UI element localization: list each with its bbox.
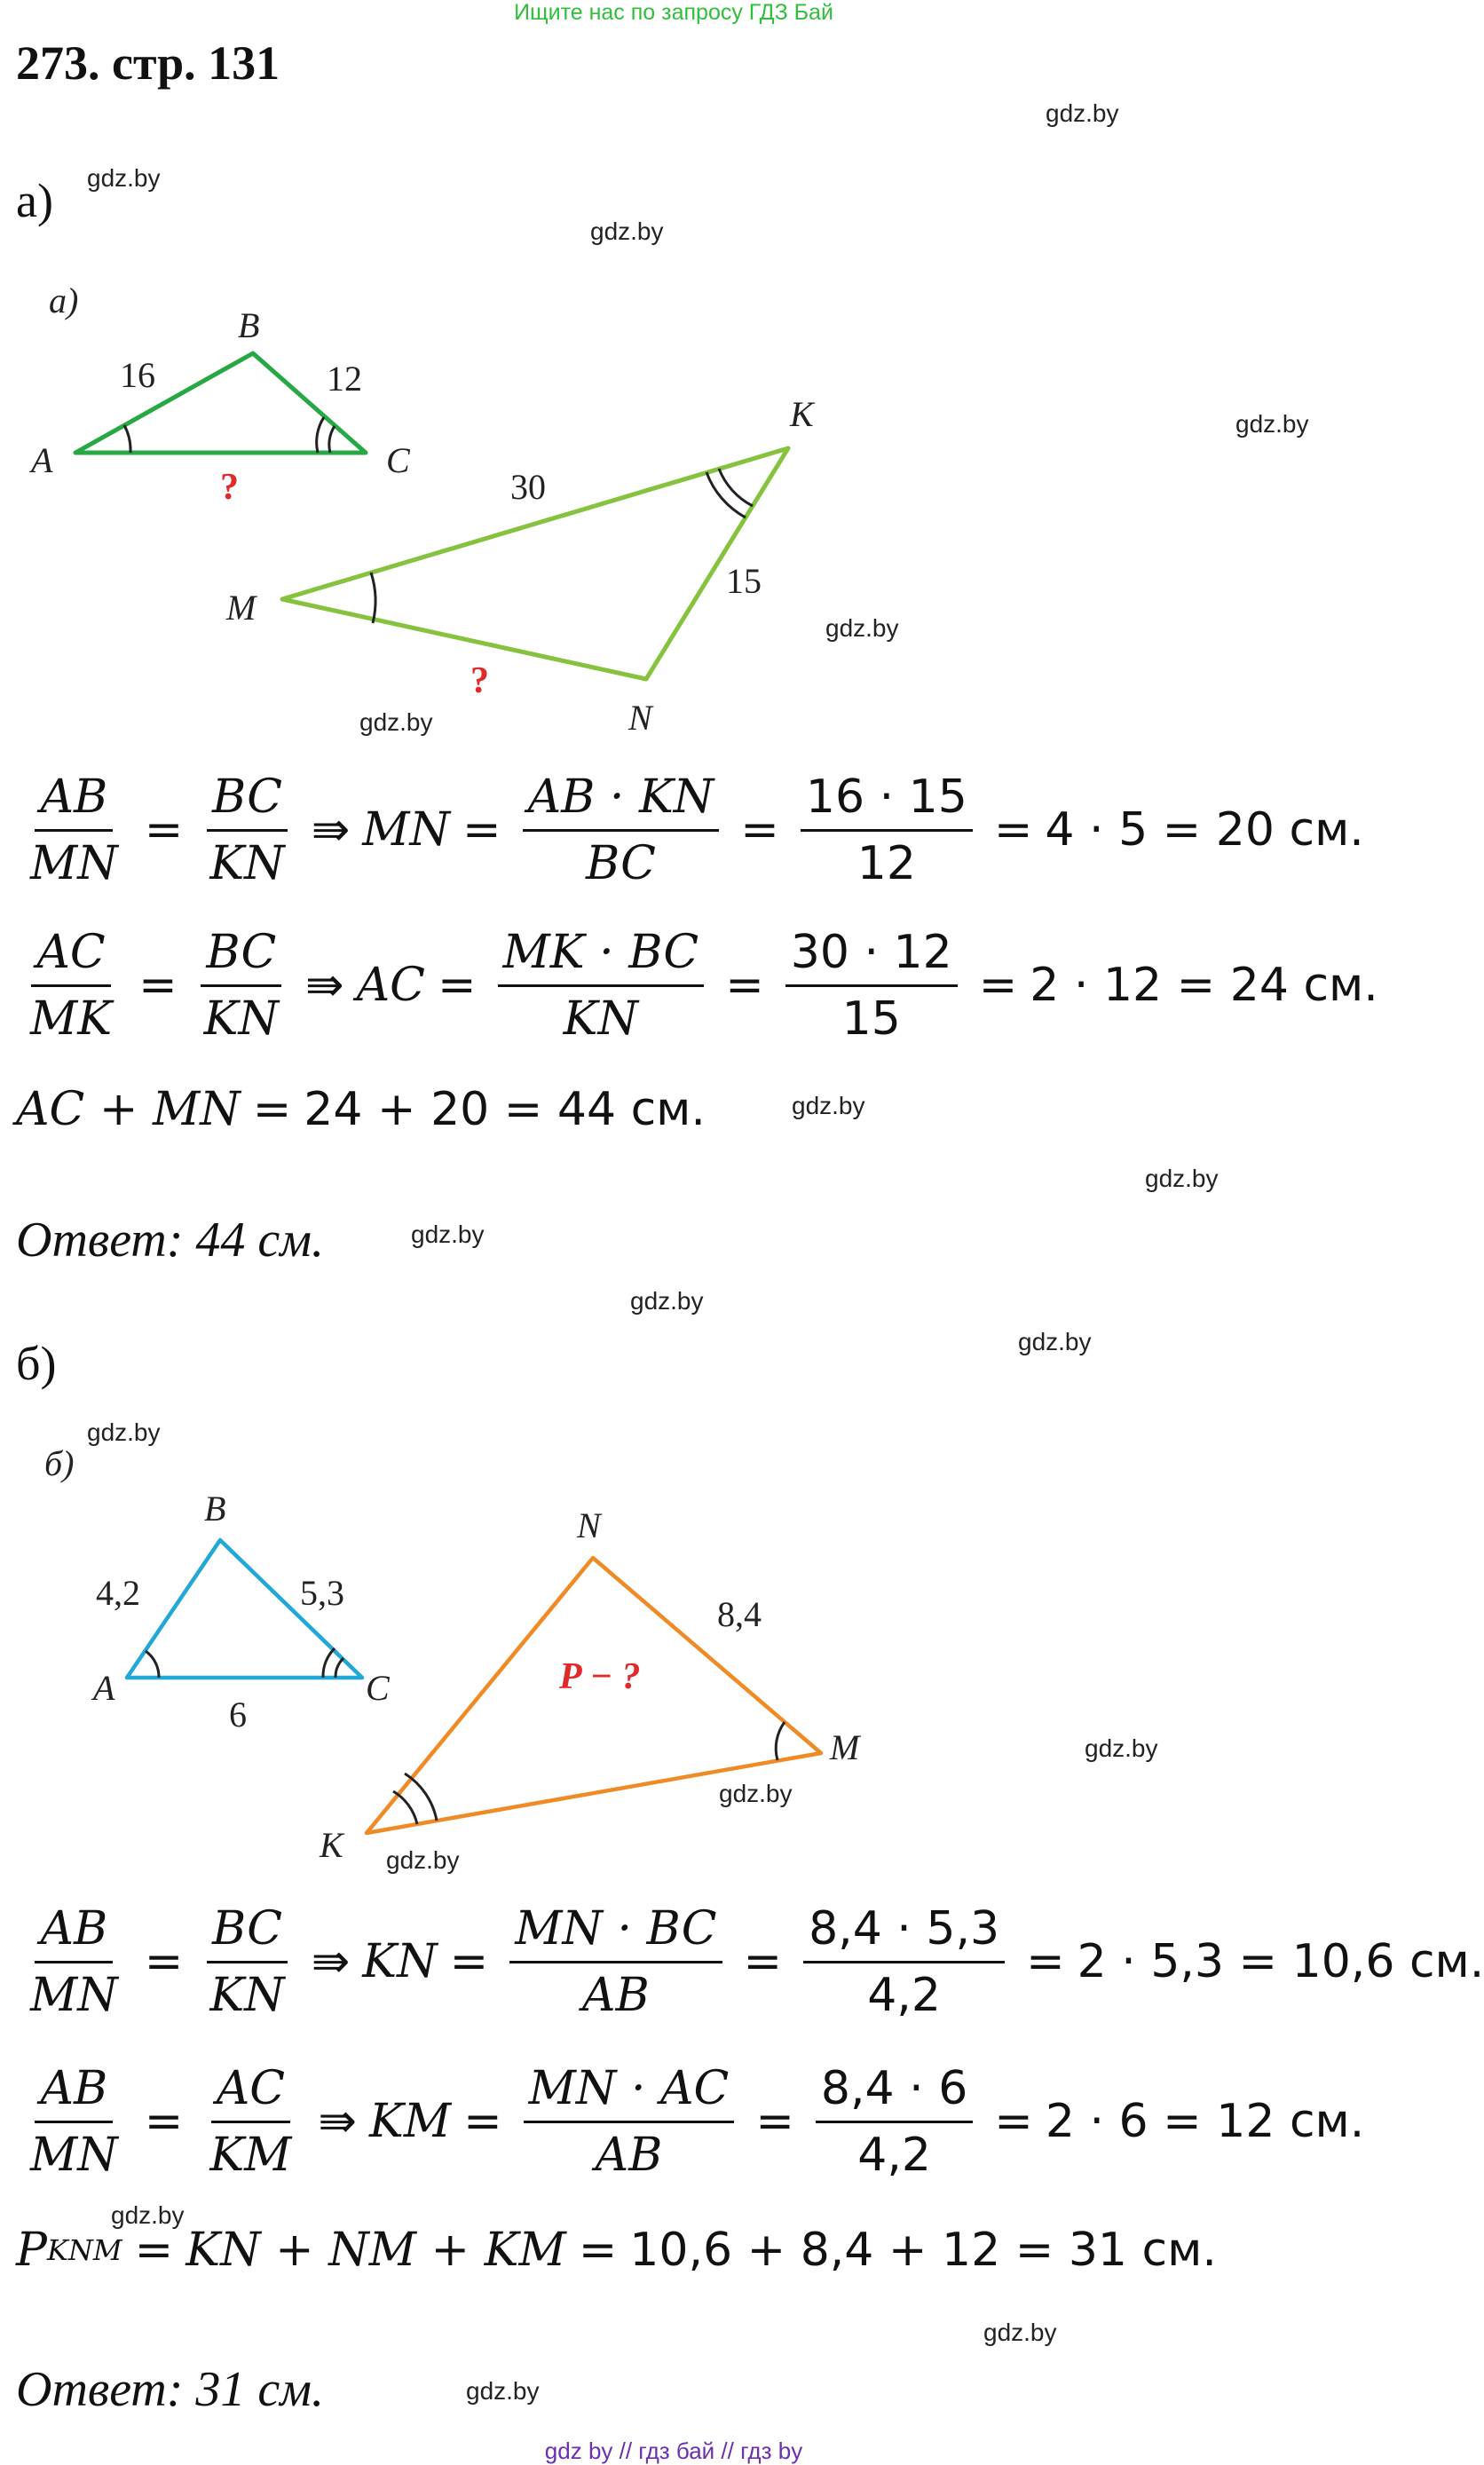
vertex-c: C xyxy=(366,1668,390,1708)
watermark: gdz.by xyxy=(87,164,161,192)
watermark: gdz.by xyxy=(1018,1328,1092,1355)
page-title: 273. стр. 131 xyxy=(16,36,280,90)
footer-links[interactable]: gdz by // гдз бай // гдз by xyxy=(544,2437,803,2464)
side-kn-length: 15 xyxy=(726,561,762,601)
angle-m-mark xyxy=(776,1722,785,1760)
watermark: gdz.by xyxy=(1046,99,1119,127)
angle-c-mark-1 xyxy=(323,1648,335,1678)
equation-a2: $\frac{AC}{MK}$ = $\frac{BC}{KN}$ ⇛ AC = $\frac{MK \cdot BC}{KN}$ = $\frac{30 \cdot 12}{15}$ = 2 · 12 = 24 см. xyxy=(30,925,1378,1046)
vertex-k: K xyxy=(790,394,814,434)
side-mn-unknown: ? xyxy=(470,660,489,701)
angle-a-mark xyxy=(124,425,130,453)
figure-b-caption: б) xyxy=(44,1443,75,1483)
vertex-k: K xyxy=(320,1825,343,1865)
watermark: gdz.by xyxy=(1235,410,1309,438)
side-mk-length: 30 xyxy=(510,467,546,507)
watermark: gdz.by xyxy=(825,614,899,642)
angle-c-mark-2 xyxy=(335,1658,343,1678)
figure-a-caption: а) xyxy=(49,280,79,320)
watermark: gdz.by xyxy=(386,1846,460,1874)
angle-a-mark xyxy=(146,1651,159,1678)
vertex-b: B xyxy=(238,305,260,345)
side-bc-length: 5,3 xyxy=(300,1573,344,1613)
equation-b2: $\frac{AB}{MN}$ = $\frac{AC}{KM}$ ⇛ KM = $\frac{MN \cdot AC}{AB}$ = $\frac{8,4 \cdot 6}{4,2}$ = 2 · 6 = 12 см. xyxy=(30,2061,1365,2182)
equation-b1: $\frac{AB}{MN}$ = $\frac{BC}{KN}$ ⇛ KN = $\frac{MN \cdot BC}{AB}$ = $\frac{8,4 \cdot 5,3}{4,2}$ = 2 · 5,3 = 10,6 см. xyxy=(30,1901,1484,2022)
equation-b-perimeter: P KNM = KN + NM + KM = 10,6 + 8,4 + 12 = 31 см. xyxy=(16,2224,1217,2277)
watermark: gdz.by xyxy=(359,708,433,736)
vertex-m: M xyxy=(830,1727,860,1767)
watermark: gdz.by xyxy=(792,1092,865,1119)
vertex-a: A xyxy=(93,1668,115,1708)
vertex-c: C xyxy=(386,440,410,480)
figure-part-a xyxy=(0,266,1347,763)
vertex-b: B xyxy=(204,1489,226,1529)
watermark: gdz.by xyxy=(983,2319,1057,2346)
figure-part-b xyxy=(0,1429,1347,1873)
angle-k-mark-1 xyxy=(706,472,746,517)
part-a-label: а) xyxy=(16,174,53,227)
side-ac-length: 6 xyxy=(229,1695,247,1734)
watermark: gdz.by xyxy=(1085,1734,1158,1762)
watermark: gdz.by xyxy=(630,1287,704,1315)
watermark: gdz.by xyxy=(111,2201,185,2229)
vertex-n: N xyxy=(628,698,652,738)
side-ab-length: 4,2 xyxy=(96,1573,140,1613)
watermark: gdz.by xyxy=(1145,1165,1219,1192)
watermark: gdz.by xyxy=(87,1418,161,1446)
watermark: gdz.by xyxy=(590,217,664,245)
vertex-a: A xyxy=(31,440,53,480)
answer-a: Ответ: 44 см. xyxy=(16,1213,324,1268)
angle-c-mark-2 xyxy=(329,426,335,453)
angle-m-mark xyxy=(371,573,375,623)
angle-c-mark-1 xyxy=(317,417,324,453)
answer-b: Ответ: 31 см. xyxy=(16,2362,324,2417)
watermark: gdz.by xyxy=(411,1221,485,1248)
equation-a-sum: AC + MN = 24 + 20 = 44 см. xyxy=(16,1083,706,1136)
side-bc-length: 12 xyxy=(327,359,362,399)
vertex-n: N xyxy=(577,1505,601,1545)
side-nm-length: 8,4 xyxy=(717,1594,762,1634)
part-b-label: б) xyxy=(16,1337,57,1390)
top-banner[interactable]: Ищите нас по запросу ГДЗ Бай xyxy=(514,0,833,25)
perimeter-question: P − ? xyxy=(559,1656,641,1697)
watermark: gdz.by xyxy=(719,1780,793,1807)
vertex-m: M xyxy=(226,588,257,628)
equation-a1: $\frac{AB}{MN}$ = $\frac{BC}{KN}$ ⇛ MN = $\frac{AB \cdot KN}{BC}$ = $\frac{16 \cdot 15}{12}$ = 4 · 5 = 20 см. xyxy=(30,770,1364,890)
watermark: gdz.by xyxy=(466,2377,540,2405)
side-ac-unknown: ? xyxy=(220,467,239,508)
side-ab-length: 16 xyxy=(120,355,155,395)
